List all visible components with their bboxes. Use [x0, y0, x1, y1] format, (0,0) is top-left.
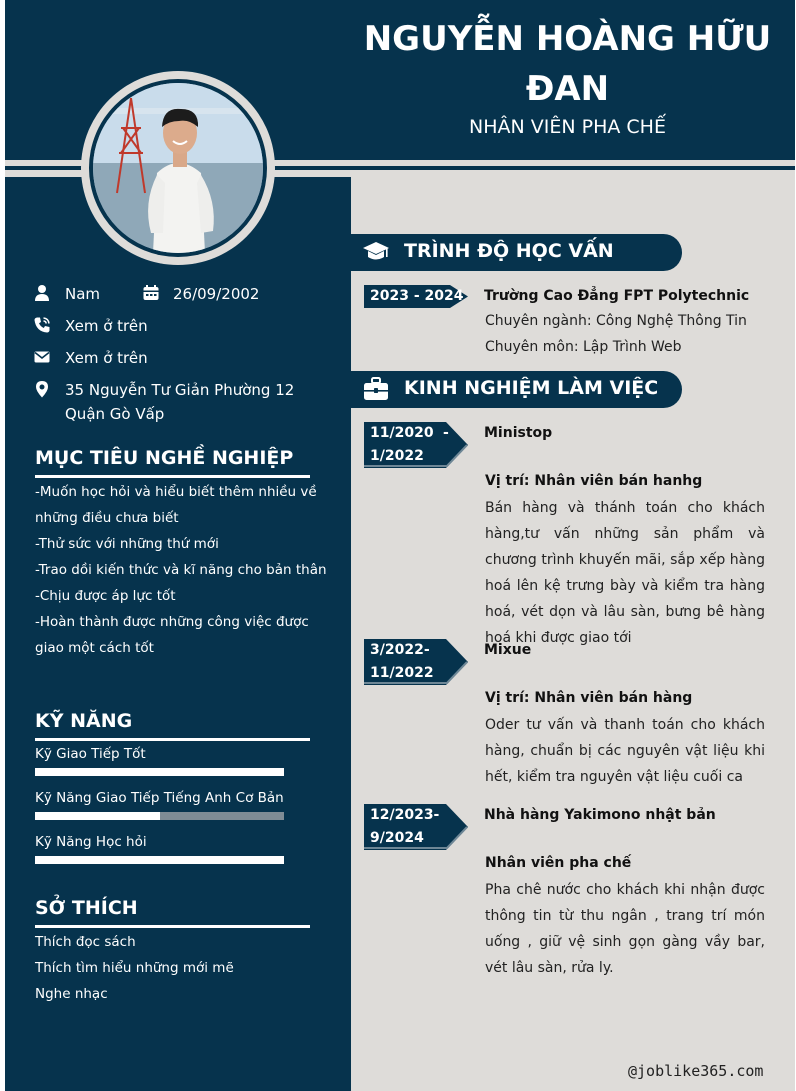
skill-bar-fill	[35, 768, 284, 776]
major: Chuyên ngành: Công Nghệ Thông Tin	[485, 313, 747, 329]
objective-heading: MỤC TIÊU NGHỀ NGHIỆP	[35, 447, 294, 469]
job-date	[364, 639, 468, 685]
skill-bar	[35, 812, 284, 820]
date-tag	[364, 804, 468, 850]
list-item: -Hoàn thành được những công việc được giao một cách tốt	[35, 614, 309, 656]
hobbies-list	[35, 929, 330, 1007]
job-date-end: 1/2022	[370, 448, 424, 464]
skill-bar	[35, 768, 284, 776]
location-pin-icon	[33, 380, 51, 398]
job-role: Vị trí: Nhân viên bán hanhg	[485, 473, 703, 489]
phone: Xem ở trên	[65, 317, 148, 335]
job-date-dash: -	[443, 425, 449, 441]
education-heading: TRÌNH ĐỘ HỌC VẤN	[404, 240, 614, 262]
list-item: -Trao dồi kiến thức và kĩ năng cho bản thân	[35, 562, 327, 578]
job-date	[364, 804, 468, 850]
job-date-end: 11/2022	[370, 665, 434, 681]
job-date-end: 9/2024	[370, 830, 424, 846]
job-title: NHÂN VIÊN PHA CHẾ	[469, 116, 666, 138]
date-tag	[364, 422, 468, 468]
job-date-start: 12/2023-	[370, 807, 440, 823]
name-line-1: NGUYỄN HOÀNG HỮU	[363, 19, 772, 59]
skill-bar-fill	[35, 812, 160, 820]
date-tag	[364, 285, 468, 308]
skill-label: Kỹ Năng Học hỏi	[35, 834, 147, 850]
skill-bar-fill	[35, 856, 284, 864]
list-item: -Thử sức với những thứ mới	[35, 536, 219, 552]
avatar	[93, 83, 263, 253]
education-date: 2023 - 2024	[370, 288, 464, 304]
list-item: Thích đọc sách	[35, 934, 136, 950]
job-description: Pha chê nước cho khách khi nhận được thông tin từ thu ngân , trang trí món uống , giữ vệ sinh gọn gàng vầy bar, vét lâu sàn, rửa ly.	[485, 882, 765, 976]
company-name: Nhà hàng Yakimono nhật bản	[484, 807, 716, 823]
address: 35 Nguyễn Tư Giản Phường 12 Quận Gò Vấp	[65, 381, 295, 423]
candidate-name	[360, 14, 775, 114]
date-tag	[364, 639, 468, 685]
job-date-start: 11/2020	[370, 425, 434, 441]
name-line-2: ĐAN	[525, 69, 610, 109]
phone-icon	[33, 316, 51, 334]
skill-label: Kỹ Năng Giao Tiếp Tiếng Anh Cơ Bản	[35, 790, 284, 806]
skill-label: Kỹ Giao Tiếp Tốt	[35, 746, 146, 762]
watermark: @joblike365.com	[628, 1062, 764, 1080]
job-date	[364, 422, 468, 468]
heading-rule	[35, 738, 310, 741]
heading-rule	[35, 475, 310, 478]
job-date-start: 3/2022-	[370, 642, 430, 658]
skills-heading: KỸ NĂNG	[35, 710, 133, 732]
gender: Nam	[65, 285, 101, 303]
specialty: Chuyên môn: Lập Trình Web	[485, 339, 682, 355]
list-item: -Muốn học hỏi và hiểu biết thêm nhiều về những điều chưa biết	[35, 484, 317, 526]
email-icon	[33, 348, 51, 366]
job-description: Oder tư vấn và thanh toán cho khách hàng, chuẩn bị các nguyên vật liệu khi hết, kiểm tra nguyên vật liệu cuối ca	[485, 717, 765, 785]
portrait-photo	[93, 83, 263, 253]
job-role: Vị trí: Nhân viên bán hàng	[485, 690, 693, 706]
school-name: Trường Cao Đẳng FPT Polytechnic	[484, 288, 750, 304]
company-name: Ministop	[484, 425, 553, 441]
heading-rule	[35, 925, 310, 928]
company-name: Mixue	[484, 642, 532, 658]
graduation-cap-icon	[362, 238, 390, 266]
calendar-icon	[142, 284, 160, 302]
birthday: 26/09/2002	[173, 285, 260, 303]
job-role: Nhân viên pha chế	[485, 855, 632, 871]
list-item: Thích tìm hiểu những mới mẽ	[35, 960, 234, 976]
email: Xem ở trên	[65, 349, 148, 367]
skill-bar	[35, 856, 284, 864]
user-icon	[33, 284, 51, 302]
list-item: Nghe nhạc	[35, 986, 108, 1002]
briefcase-icon	[362, 375, 390, 403]
job-description: Bán hàng và thánh toán cho khách hàng,tư vấn những sản phẩm và chương trình khuyến mãi, sắp xếp hàng hoá lên kệ trưng bày và kiểm tra hàng hoá, vét dọn và lâu sàn, bưng bê hàng hoá khi được giao tới	[485, 500, 765, 646]
hobbies-heading: SỞ THÍCH	[35, 897, 138, 919]
list-item: -Chịu được áp lực tốt	[35, 588, 176, 604]
experience-heading: KINH NGHIỆM LÀM VIỆC	[404, 377, 659, 399]
objective-list	[35, 479, 330, 661]
